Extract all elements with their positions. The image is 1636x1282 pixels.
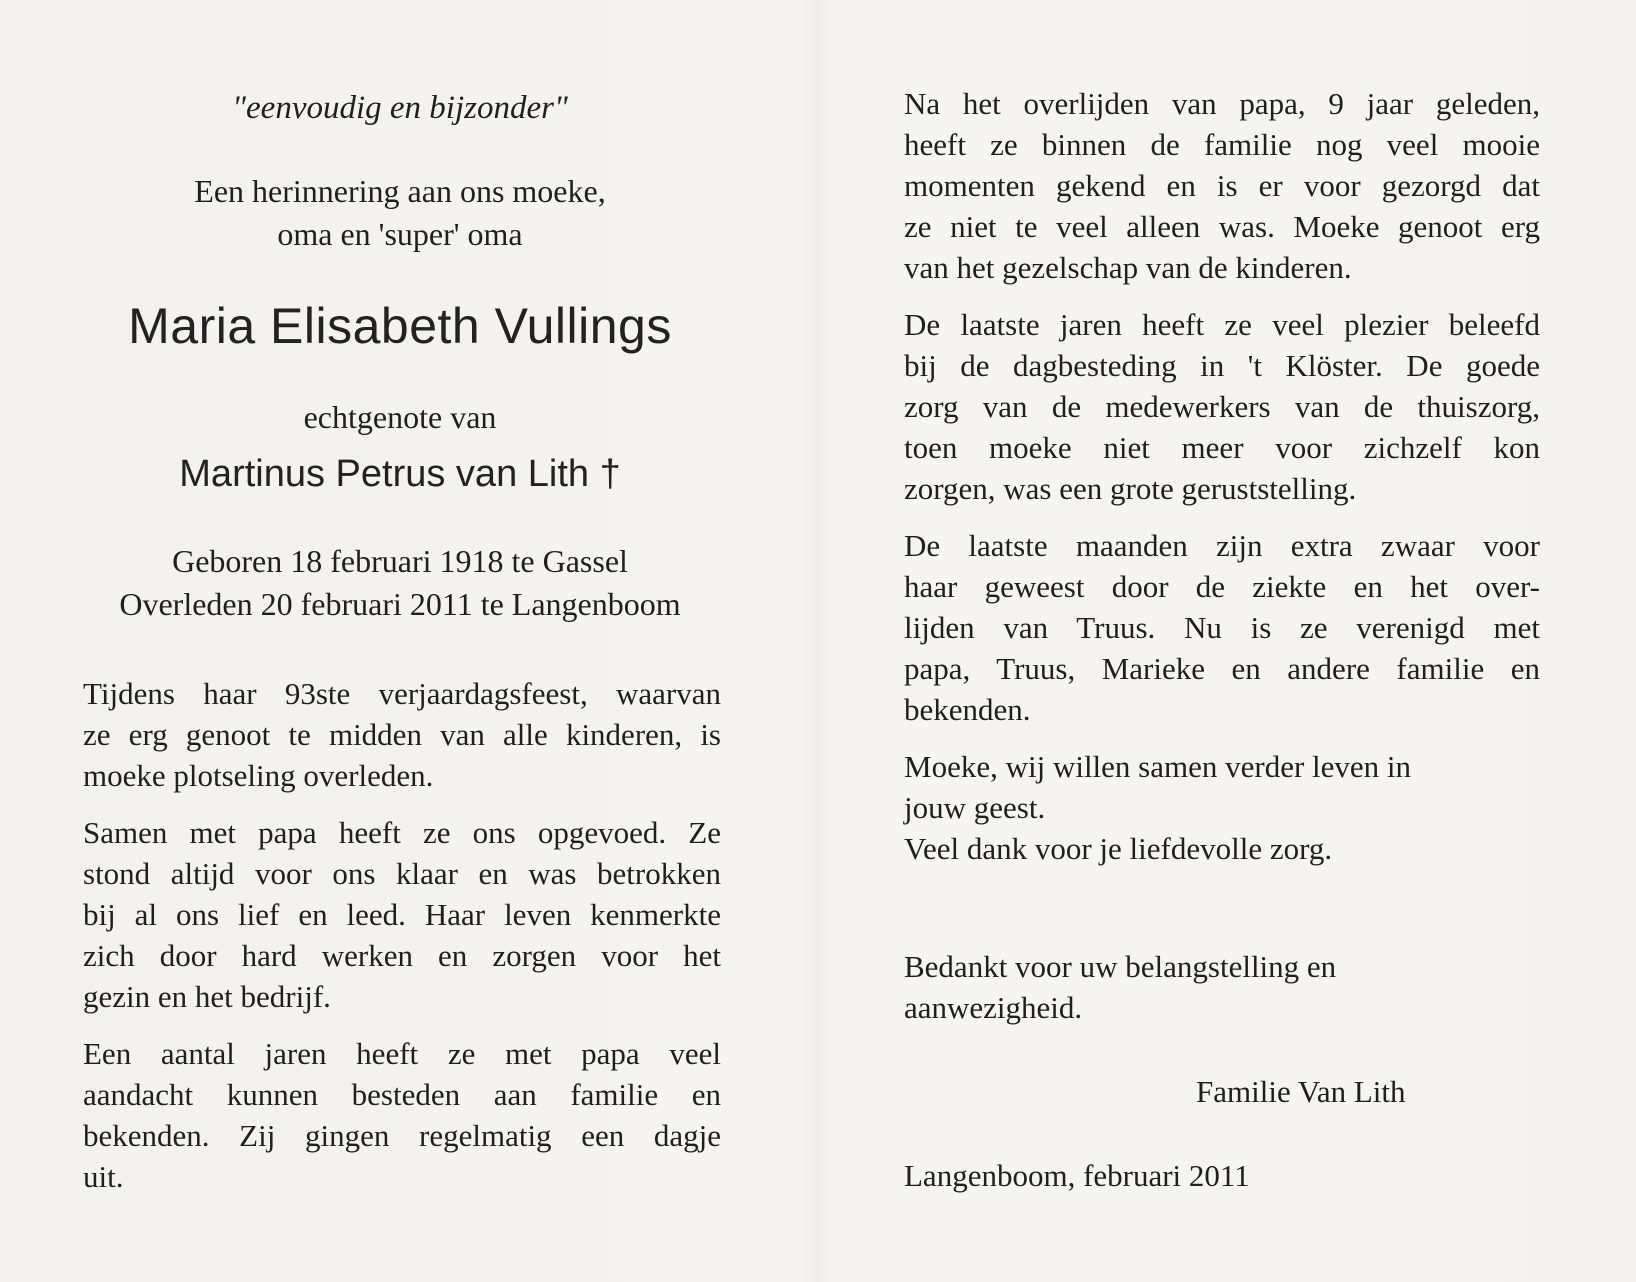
text-line: zorg van de medewerkers van de thuiszorg, <box>904 389 1540 424</box>
text-line: Veel dank voor je liefdevolle zorg. <box>904 831 1333 866</box>
text-line: zich door hard werken en zorgen voor het <box>83 938 721 973</box>
text-line: papa, Truus, Marieke en andere familie en <box>904 651 1540 686</box>
text-line: gezin en het bedrijf. <box>83 979 331 1014</box>
text-line: De laatste jaren heeft ze veel plezier beleefd <box>904 307 1540 342</box>
text-line: Een aantal jaren heeft ze met papa veel <box>83 1036 721 1071</box>
family-signature: Familie Van Lith <box>1196 1074 1406 1109</box>
left-body-text <box>83 673 721 1213</box>
text-line: zorgen, was een grote geruststelling. <box>904 471 1357 506</box>
text-line: bekenden. Zij gingen regelmatig een dagje <box>83 1118 721 1153</box>
text-line: haar geweest door de ziekte en het over- <box>904 569 1540 604</box>
paragraph <box>83 812 721 1017</box>
text-line: moeke plotseling overleden. <box>83 758 434 793</box>
right-page <box>818 0 1636 1282</box>
text-line: bij de dagbesteding in 't Klöster. De goede <box>904 348 1540 383</box>
text-line: lijden van Truus. Nu is ze verenigd met <box>904 610 1540 645</box>
paragraph <box>904 525 1540 730</box>
birth-date: Geboren 18 februari 1918 te Gassel <box>172 543 628 579</box>
text-line: heeft ze binnen de familie nog veel mooie <box>904 127 1540 162</box>
text-line: jouw geest. <box>904 790 1046 825</box>
text-line: ze niet te veel alleen was. Moeke genoot erg <box>904 209 1540 244</box>
text-line: De laatste maanden zijn extra zwaar voor <box>904 528 1540 563</box>
life-dates <box>0 540 800 626</box>
deceased-name: Maria Elisabeth Vullings <box>128 298 672 354</box>
text-line: stond altijd voor ons klaar en was betrokken <box>83 856 721 891</box>
paragraph <box>83 1033 721 1197</box>
spouse-label: echtgenote van <box>303 399 497 435</box>
thanks-text <box>904 946 1540 1028</box>
spouse-name: Martinus Petrus van Lith † <box>179 453 621 495</box>
paragraph <box>904 83 1540 288</box>
text-line: Moeke, wij willen samen verder leven in <box>904 749 1412 784</box>
text-line: uit. <box>83 1159 124 1194</box>
text-line: Tijdens haar 93ste verjaardagsfeest, waarvan <box>83 676 721 711</box>
text-line: toen moeke niet meer voor zichzelf kon <box>904 430 1540 465</box>
thanks-line: Bedankt voor uw belangstelling en <box>904 949 1337 984</box>
text-line: momenten gekend en is er voor gezorgd dat <box>904 168 1540 203</box>
paragraph <box>904 746 1540 869</box>
right-body-text <box>904 83 1540 885</box>
text-line: van het gezelschap van de kinderen. <box>904 250 1352 285</box>
text-line: ze erg genoot te midden van alle kinderen, is <box>83 717 721 752</box>
remembrance-line: oma en 'super' oma <box>277 216 523 252</box>
death-date: Overleden 20 februari 2011 te Langenboom <box>119 586 681 622</box>
remembrance-line: Een herinnering aan ons moeke, <box>194 173 606 209</box>
text-line: Samen met papa heeft ze ons opgevoed. Ze <box>83 815 721 850</box>
text-line: aandacht kunnen besteden aan familie en <box>83 1077 721 1112</box>
remembrance-text <box>0 170 800 256</box>
thanks-line: aanwezigheid. <box>904 990 1083 1025</box>
text-line: bekenden. <box>904 692 1031 727</box>
paragraph <box>904 304 1540 509</box>
paragraph <box>83 673 721 796</box>
place-date: Langenboom, februari 2011 <box>904 1158 1250 1193</box>
text-line: Na het overlijden van papa, 9 jaar geleden, <box>904 86 1540 121</box>
motto: "eenvoudig en bijzonder" <box>232 90 568 126</box>
text-line: bij al ons lief en leed. Haar leven kenmerkte <box>83 897 721 932</box>
